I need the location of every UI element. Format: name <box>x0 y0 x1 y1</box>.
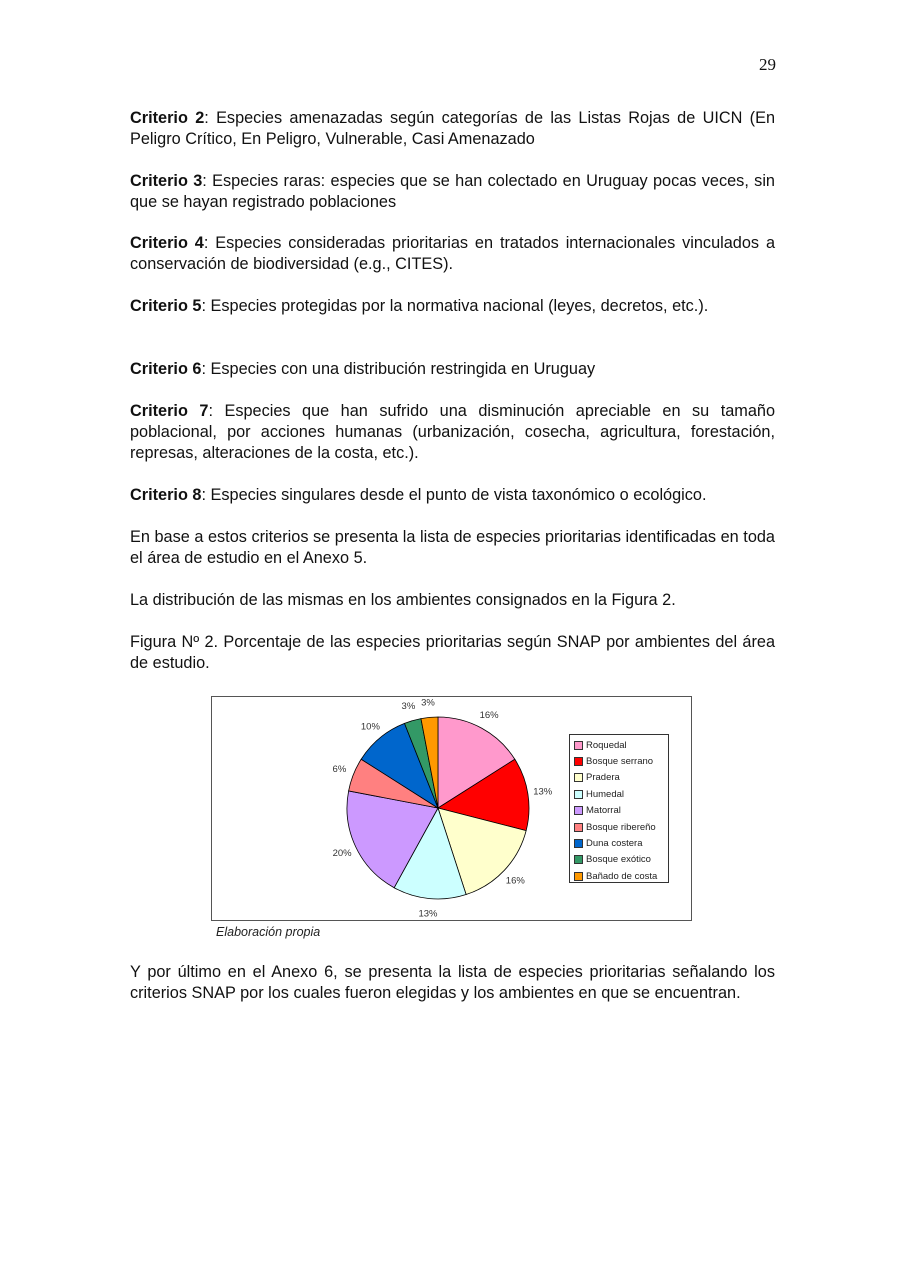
legend-label: Bosque exótico <box>586 854 651 866</box>
paragraph-criterio-5: Criterio 5: Especies protegidas por la normativa nacional (leyes, decretos, etc.). <box>130 297 709 315</box>
criterio-label: Criterio 2 <box>130 109 205 127</box>
legend-item <box>574 737 668 753</box>
criterio-label: Criterio 5 <box>130 297 202 315</box>
paragraph-distribucion: La distribución de las mismas en los ambientes consignados en la Figura 2. <box>130 591 676 609</box>
legend-item <box>574 852 668 868</box>
legend-label: Bosque ribereño <box>586 821 656 833</box>
legend-label: Bosque serrano <box>586 756 654 768</box>
legend-swatch-icon <box>574 839 583 848</box>
figure-source-caption: Elaboración propia <box>216 925 321 939</box>
paragraph-base-criterios: En base a estos criterios se presenta la lista de especies prioritarias identificadas en toda el área de estudio en el Anexo 5. <box>130 528 775 567</box>
paragraph-criterio-7: Criterio 7: Especies que han sufrido una disminución apreciable en su tamaño poblacional, por acciones humanas (urbanización, cosecha, agricultura, forestación, represas, alteraciones de la costa, etc.). <box>130 402 776 462</box>
legend-item <box>574 753 668 769</box>
pie-slice-label: 10% <box>360 721 380 733</box>
paragraph-criterio-3: Criterio 3: Especies raras: especies que se han colectado en Uruguay pocas veces, sin que se hayan registrado poblaciones <box>130 172 775 211</box>
pie-slice-label: 6% <box>332 764 347 775</box>
pie-chart-figure <box>211 696 692 921</box>
paragraph-criterio-2: Criterio 2: Especies amenazadas según categorías de las Listas Rojas de UICN (En Peligro Crítico, En Peligro, Vulnerable, Casi Amenazado <box>130 109 775 148</box>
legend-label: Matorral <box>586 805 621 817</box>
pie-slice-label: 16% <box>505 875 525 887</box>
criterio-label: Criterio 4 <box>130 234 204 252</box>
legend-swatch-icon <box>574 773 583 782</box>
legend-item <box>574 786 668 802</box>
legend-label: Duna costera <box>586 838 643 850</box>
pie-slice-label: 13% <box>418 908 438 920</box>
page-number: 29 <box>759 55 776 74</box>
legend-item <box>574 868 668 884</box>
legend-item <box>574 835 668 851</box>
legend-label: Bañado de costa <box>586 870 658 882</box>
legend-item <box>574 803 668 819</box>
pie-slice-label: 3% <box>401 701 416 713</box>
legend-swatch-icon <box>574 806 583 815</box>
legend-swatch-icon <box>574 872 583 881</box>
legend-swatch-icon <box>574 757 583 766</box>
chart-legend <box>569 734 669 883</box>
criterio-label: Criterio 8 <box>130 486 202 504</box>
legend-swatch-icon <box>574 790 583 799</box>
legend-swatch-icon <box>574 855 583 864</box>
figure-title: Figura Nº 2. Porcentaje de las especies prioritarias según SNAP por ambientes del área de estudio. <box>130 633 775 672</box>
pie-slice-label: 3% <box>421 697 435 709</box>
pie-slice-label: 16% <box>479 710 499 722</box>
criterio-label: Criterio 3 <box>130 172 203 190</box>
criterio-label: Criterio 6 <box>130 360 202 378</box>
paragraph-criterio-4: Criterio 4: Especies consideradas prioritarias en tratados internacionales vinculados a conservación de biodiversidad (e.g., CITES). <box>130 234 776 273</box>
legend-label: Roquedal <box>586 739 627 751</box>
pie-slice-label: 13% <box>533 786 553 798</box>
pie-slice-label: 20% <box>332 848 352 860</box>
criterio-label: Criterio 7 <box>130 402 209 420</box>
legend-label: Humedal <box>586 788 625 800</box>
legend-label: Pradera <box>586 772 620 784</box>
paragraph-criterio-8: Criterio 8: Especies singulares desde el punto de vista taxonómico o ecológico. <box>130 486 707 504</box>
legend-swatch-icon <box>574 823 583 832</box>
legend-item <box>574 770 668 786</box>
paragraph-closing: Y por último en el Anexo 6, se presenta la lista de especies prioritarias señalando los criterios SNAP por los cuales fueron elegidas y los ambientes en que se encuentran. <box>130 963 775 1002</box>
paragraph-criterio-6: Criterio 6: Especies con una distribución restringida en Uruguay <box>130 360 596 378</box>
legend-item <box>574 819 668 835</box>
legend-swatch-icon <box>574 741 583 750</box>
